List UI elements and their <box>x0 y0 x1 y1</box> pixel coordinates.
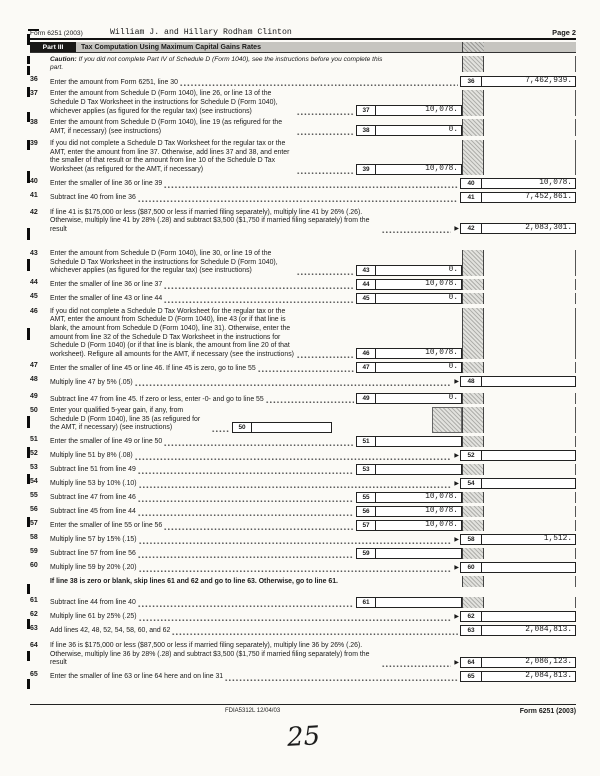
line-number: 52 <box>30 449 38 457</box>
blank-cell <box>484 506 576 517</box>
form-line-59 <box>30 548 576 559</box>
blank-cell <box>484 597 576 608</box>
entry-amount <box>376 464 462 475</box>
line-number: 50 <box>30 407 38 415</box>
footer-form-id: Form 6251 (2003) <box>519 708 576 715</box>
entry-amount <box>482 376 576 387</box>
caution-note <box>30 56 576 72</box>
line-number: 45 <box>30 292 38 300</box>
line-number: 38 <box>30 119 38 127</box>
entry-box-number: 63 <box>460 625 482 636</box>
line-number: 51 <box>30 435 38 443</box>
entry-box-number: 64 <box>460 657 482 668</box>
right-column-filler <box>462 393 576 404</box>
dotted-leader <box>297 129 354 136</box>
caution-text: Caution: If you did not complete Part IV of Schedule D (Form 1040), see the instructions before you complete this part. <box>50 56 383 72</box>
arrow-icon: ▶ <box>454 564 459 571</box>
right-column-filler <box>462 576 576 587</box>
taxpayer-name: William J. and Hillary Rodham Clinton <box>110 28 292 37</box>
shaded-cell <box>462 548 484 559</box>
entry-amount: 2,083,301. <box>482 223 576 234</box>
shaded-cell <box>462 293 484 304</box>
line-text: Enter the smaller of line 49 or line 50 <box>50 438 163 446</box>
line-number: 47 <box>30 362 38 370</box>
blank-cell <box>484 140 576 174</box>
line-46-entry <box>356 348 462 359</box>
line-text: Multiply line 59 by 20% (.20) <box>50 564 137 572</box>
line-65-entry <box>460 671 576 682</box>
entry-box-number: 51 <box>356 436 376 447</box>
shaded-cell <box>462 492 484 503</box>
line-text: Enter the smaller of line 36 or line 39 <box>50 179 163 187</box>
dotted-leader <box>139 615 452 622</box>
line-text: Multiply line 61 by 25% (.25) <box>50 613 137 621</box>
line-number: 46 <box>30 307 38 315</box>
line-59-entry <box>356 548 462 559</box>
entry-box-number: 65 <box>460 671 482 682</box>
entry-box-number: 57 <box>356 520 376 531</box>
form-line-54 <box>30 478 576 489</box>
blank-cell <box>484 436 576 447</box>
line-45-entry <box>356 293 462 304</box>
dotted-leader <box>297 269 354 276</box>
entry-amount: 7,452,861. <box>482 192 576 203</box>
form-line-46 <box>30 308 576 359</box>
line-60-entry <box>460 562 576 573</box>
form-line-49 <box>30 393 576 404</box>
form-line-61 <box>30 597 576 608</box>
line-number: 61 <box>30 596 38 604</box>
dotted-leader <box>164 182 458 189</box>
line-64-entry <box>460 657 576 668</box>
form-line-39 <box>30 140 576 174</box>
entry-amount: 0. <box>376 393 462 404</box>
entry-box-number: 62 <box>460 611 482 622</box>
dotted-leader <box>139 482 452 489</box>
shaded-cell <box>462 56 484 72</box>
form-line-65 <box>30 671 576 682</box>
form-line-40 <box>30 178 576 189</box>
line-number: 54 <box>30 477 38 485</box>
entry-amount: 0. <box>376 125 462 136</box>
line-text: If line 36 is $175,000 or less ($87,500 or less if married filing separately), multiply line 36 by 26% (.26). Otherwise, multiply line 36 by 28% (.28) and subtract $3,500 ($1,750 if married filing separately) from the result <box>50 641 370 667</box>
entry-box-number: 42 <box>460 223 482 234</box>
line-text: Enter the amount from Form 6251, line 30 <box>50 78 178 86</box>
line-number: 64 <box>30 641 38 649</box>
dotted-leader <box>258 366 354 373</box>
blank-cell <box>484 279 576 290</box>
form-line-50 <box>30 407 576 433</box>
entry-amount: 10,078. <box>376 492 462 503</box>
line-number: 41 <box>30 191 38 199</box>
entry-amount <box>482 562 576 573</box>
dotted-leader <box>164 297 354 304</box>
line-text: If line 41 is $175,000 or less ($87,500 or less if married filing separately), multiply line 41 by 26% (.26). Otherwise, multiply line 41 by 28% (.28) and subtract $3,500 ($1,750 if married filing separately) from the result <box>50 208 370 233</box>
shaded-cell <box>462 42 484 52</box>
dotted-leader <box>297 168 354 175</box>
entry-box-number: 60 <box>460 562 482 573</box>
printer-code: FDIA5312L 12/04/03 <box>225 708 281 714</box>
dotted-leader <box>138 196 458 203</box>
line-text: Enter the amount from Schedule D (Form 1040), line 26, or line 13 of the Schedule D Tax Worksheet in the instructions for Schedule D (Form 1040), whichever applies (as figured for the regular tax) (see instructions) <box>50 90 278 115</box>
entry-box-number: 55 <box>356 492 376 503</box>
right-column-filler <box>462 308 576 359</box>
right-column-filler <box>462 140 576 174</box>
arrow-icon: ▶ <box>454 659 459 666</box>
form-line-55 <box>30 492 576 503</box>
form-line-58 <box>30 534 576 545</box>
entry-box-number: 39 <box>356 164 376 175</box>
dotted-leader <box>164 283 354 290</box>
line-44-entry <box>356 279 462 290</box>
arrow-icon: ▶ <box>454 480 459 487</box>
line-36-entry <box>460 76 576 87</box>
line-text: Subtract line 45 from line 44 <box>50 508 136 516</box>
entry-amount <box>482 450 576 461</box>
form-line-57 <box>30 520 576 531</box>
dotted-leader <box>139 538 452 545</box>
line-number: 42 <box>30 208 38 216</box>
blank-cell <box>484 548 576 559</box>
dotted-leader <box>382 227 451 234</box>
blank-cell <box>484 576 576 587</box>
line-38-entry <box>356 125 462 136</box>
entry-box-number: 43 <box>356 265 376 276</box>
entry-box-number: 49 <box>356 393 376 404</box>
form-line-44 <box>30 279 576 290</box>
right-column-filler <box>462 548 576 559</box>
line-49-entry <box>356 393 462 404</box>
right-column-filler <box>462 436 576 447</box>
entry-box-number: 38 <box>356 125 376 136</box>
line-text: If you did not complete a Schedule D Tax Worksheet for the regular tax or the AMT, enter the amount from Schedule D (Form 1040), line 43 (or if that line is blank, the amount from Schedule D (Form 1040), line 31). Otherwise, enter the amount from line 32 of the Schedule D Tax Worksheet in the instructions for Schedule D (Form 1040) (or if that line is blank, the amount from line 20 of that worksheet). Refigure all amounts for the AMT, if necessary (see the instructions) <box>50 307 294 358</box>
line-number: 63 <box>30 624 38 632</box>
line-number: 43 <box>30 250 38 258</box>
form-line-37 <box>30 90 576 116</box>
entry-amount: 7,462,939. <box>482 76 576 87</box>
line-text: Enter the amount from Schedule D (Form 1040), line 19 (as refigured for the AMT, if necessary) (see instructions) <box>50 119 283 135</box>
form-line-43 <box>30 250 576 276</box>
right-column-filler <box>462 119 576 136</box>
line-text: Enter the smaller of line 36 or line 37 <box>50 281 163 289</box>
entry-amount: 10,078. <box>376 520 462 531</box>
line-51-entry <box>356 436 462 447</box>
right-column-filler <box>462 464 576 475</box>
blank-cell <box>484 393 576 404</box>
dotted-leader <box>138 510 354 517</box>
line-number: 56 <box>30 505 38 513</box>
line-number: 48 <box>30 376 38 384</box>
dotted-leader <box>139 566 452 573</box>
shaded-cell <box>462 407 484 433</box>
dotted-leader <box>135 380 452 387</box>
blank-cell <box>484 90 576 116</box>
dotted-leader <box>138 552 354 559</box>
entry-amount <box>376 436 462 447</box>
shaded-cell <box>462 597 484 608</box>
line-54-entry <box>460 478 576 489</box>
form-line-62 <box>30 611 576 622</box>
entry-amount: 10,078. <box>482 178 576 189</box>
line-text: Subtract line 40 from line 36 <box>50 193 136 201</box>
entry-box-number: 47 <box>356 362 376 373</box>
line-text: Subtract line 47 from line 46 <box>50 494 136 502</box>
line-37-entry <box>356 105 462 116</box>
entry-amount <box>252 422 332 433</box>
entry-box-number: 61 <box>356 597 376 608</box>
line-number: 53 <box>30 463 38 471</box>
dotted-leader <box>172 629 458 636</box>
right-column-filler <box>462 520 576 531</box>
line-62-entry <box>460 611 576 622</box>
line-52-entry <box>460 450 576 461</box>
line-text: If you did not complete a Schedule D Tax Worksheet for the regular tax or the AMT, enter the amount from line 37. Otherwise, add lines 37 and 38, and enter the smaller of that result or the amount from line 10 of the Schedule D Tax Worksheet (as refigured for the AMT, if necessary) <box>50 140 290 173</box>
entry-amount: 0. <box>376 362 462 373</box>
page-number: Page 2 <box>552 28 576 37</box>
arrow-icon: ▶ <box>454 379 459 386</box>
line-47-entry <box>356 362 462 373</box>
header-bar-end <box>484 42 576 52</box>
line-number: 62 <box>30 610 38 618</box>
arrow-icon: ▶ <box>454 613 459 620</box>
shaded-cell <box>462 250 484 276</box>
line-number: 59 <box>30 547 38 555</box>
right-column-filler <box>462 492 576 503</box>
line-40-entry <box>460 178 576 189</box>
shaded-cell <box>462 393 484 404</box>
entry-amount: 10,078. <box>376 279 462 290</box>
line-number: 37 <box>30 90 38 98</box>
line-text: Multiply line 57 by 15% (.15) <box>50 536 137 544</box>
line-57-entry <box>356 520 462 531</box>
dotted-leader <box>297 109 354 116</box>
shaded-area <box>432 407 462 433</box>
shaded-cell <box>462 520 484 531</box>
line-text: Subtract line 51 from line 49 <box>50 466 136 474</box>
shaded-cell <box>462 362 484 373</box>
blank-cell <box>484 492 576 503</box>
line-56-entry <box>356 506 462 517</box>
form-line-45 <box>30 293 576 304</box>
part-iii-header <box>30 42 576 53</box>
line-53-entry <box>356 464 462 475</box>
entry-box-number: 53 <box>356 464 376 475</box>
entry-amount: 10,078. <box>376 164 462 175</box>
blank-cell <box>484 250 576 276</box>
line-text: Add lines 42, 48, 52, 54, 58, 60, and 62 <box>50 627 171 635</box>
right-column-filler <box>462 56 576 72</box>
entry-amount: 0. <box>376 265 462 276</box>
form-line-48 <box>30 376 576 387</box>
dotted-leader <box>297 352 354 359</box>
arrow-icon: ▶ <box>454 226 459 233</box>
entry-amount <box>376 597 462 608</box>
line-number: 57 <box>30 519 38 527</box>
line-41-entry <box>460 192 576 203</box>
line-number: 55 <box>30 491 38 499</box>
right-column-filler <box>462 279 576 290</box>
form-line-56 <box>30 506 576 517</box>
entry-box-number: 59 <box>356 548 376 559</box>
line-text: Multiply line 53 by 10% (.10) <box>50 480 137 488</box>
line-text: Enter the smaller of line 45 or line 46. If line 45 is zero, go to line 55 <box>50 364 256 372</box>
line-43-entry <box>356 265 462 276</box>
shaded-cell <box>462 506 484 517</box>
right-column-filler <box>462 250 576 276</box>
right-column-filler <box>462 90 576 116</box>
entry-amount <box>482 611 576 622</box>
line-number: 58 <box>30 533 38 541</box>
part-label: Part III <box>30 42 76 52</box>
blank-cell <box>484 119 576 136</box>
shaded-cell <box>462 140 484 174</box>
entry-amount <box>482 478 576 489</box>
entry-box-number: 40 <box>460 178 482 189</box>
blank-cell <box>484 520 576 531</box>
form-line-53 <box>30 464 576 475</box>
line-number: 65 <box>30 670 38 678</box>
dotted-leader <box>266 397 354 404</box>
dotted-leader <box>135 454 452 461</box>
shaded-cell <box>462 576 484 587</box>
line-63-entry <box>460 625 576 636</box>
right-column-filler <box>462 362 576 373</box>
part-title: Tax Computation Using Maximum Capital Gains Rates <box>76 42 462 52</box>
entry-amount: 2,086,123. <box>482 657 576 668</box>
shaded-cell <box>462 436 484 447</box>
shaded-cell <box>462 119 484 136</box>
form-footer <box>30 704 576 715</box>
dotted-leader <box>180 80 458 87</box>
dotted-leader <box>138 468 354 475</box>
line-text: Enter the smaller of line 55 or line 56 <box>50 522 163 530</box>
form-header <box>30 28 576 40</box>
line-text: Multiply line 51 by 8% (.08) <box>50 452 133 460</box>
entry-amount <box>376 548 462 559</box>
entry-box-number: 56 <box>356 506 376 517</box>
blank-cell <box>484 308 576 359</box>
shaded-cell <box>462 308 484 359</box>
line-number: 60 <box>30 561 38 569</box>
line-text: Subtract line 47 from line 45. If zero or less, enter -0- and go to line 55 <box>50 395 264 403</box>
entry-box-number: 48 <box>460 376 482 387</box>
entry-amount: 1,512. <box>482 534 576 545</box>
entry-amount: 10,078. <box>376 348 462 359</box>
dotted-leader <box>382 661 451 668</box>
entry-amount: 10,078. <box>376 506 462 517</box>
line-number: 39 <box>30 140 38 148</box>
entry-box-number: 44 <box>356 279 376 290</box>
right-column-filler <box>462 407 576 433</box>
entry-box-number: 41 <box>460 192 482 203</box>
form-line-64 <box>30 642 576 668</box>
line-55-entry <box>356 492 462 503</box>
entry-box-number: 36 <box>460 76 482 87</box>
form-line-42 <box>30 209 576 235</box>
form-line-38 <box>30 119 576 136</box>
line-text: Subtract line 44 from line 40 <box>50 599 136 607</box>
skip-instruction-note <box>30 576 576 587</box>
line-61-entry <box>356 597 462 608</box>
line-text: Subtract line 57 from line 56 <box>50 550 136 558</box>
form-line-63 <box>30 625 576 636</box>
line-42-entry <box>460 223 576 234</box>
entry-box-number: 45 <box>356 293 376 304</box>
line-50-entry <box>232 422 332 433</box>
entry-amount: 10,078. <box>376 105 462 116</box>
line-number: 44 <box>30 278 38 286</box>
blank-cell <box>484 362 576 373</box>
line-58-entry <box>460 534 576 545</box>
entry-box-number: 37 <box>356 105 376 116</box>
line-text: Enter the amount from Schedule D (Form 1040), line 30, or line 19 of the Schedule D Tax Worksheet in the instructions for Schedule D (Form 1040), whichever applies (as figured for the regular tax) (see instructions) <box>50 250 278 275</box>
form-line-41 <box>30 192 576 203</box>
blank-cell <box>484 293 576 304</box>
entry-box-number: 46 <box>356 348 376 359</box>
line-number: 36 <box>30 76 38 84</box>
right-column-filler <box>462 597 576 608</box>
arrow-icon: ▶ <box>454 536 459 543</box>
line-48-entry <box>460 376 576 387</box>
line-text: Enter the smaller of line 43 or line 44 <box>50 295 163 303</box>
entry-box-number: 54 <box>460 478 482 489</box>
entry-amount: 2,084,813. <box>482 625 576 636</box>
line-number: 40 <box>30 177 38 185</box>
form-line-60 <box>30 562 576 573</box>
form-id: Form 6251 (2003) <box>30 30 83 37</box>
blank-cell <box>484 464 576 475</box>
handwritten-page-number: 25 <box>286 721 321 753</box>
arrow-icon: ▶ <box>454 452 459 459</box>
dotted-leader <box>225 675 458 682</box>
entry-box-number: 58 <box>460 534 482 545</box>
line-number: 49 <box>30 393 38 401</box>
dotted-leader <box>164 440 354 447</box>
line-39-entry <box>356 164 462 175</box>
dotted-leader <box>212 426 230 433</box>
entry-box-number: 50 <box>232 422 252 433</box>
entry-amount: 0. <box>376 293 462 304</box>
blank-cell <box>484 407 576 433</box>
right-column-filler <box>462 506 576 517</box>
shaded-cell <box>462 464 484 475</box>
entry-box-number: 52 <box>460 450 482 461</box>
note-text: If line 38 is zero or blank, skip lines 61 and 62 and go to line 63. Otherwise, go to line 61. <box>50 578 338 586</box>
right-column-filler <box>462 293 576 304</box>
form-line-47 <box>30 362 576 373</box>
dotted-leader <box>164 524 354 531</box>
shaded-cell <box>462 90 484 116</box>
line-text: Multiply line 47 by 5% (.05) <box>50 378 133 386</box>
blank-cell <box>484 56 576 72</box>
line-text: Enter your qualified 5-year gain, if any, from Schedule D (Form 1040), line 35 (as refigured for the AMT, if necessary) (see instructions) <box>50 407 201 432</box>
entry-amount: 2,084,813. <box>482 671 576 682</box>
dotted-leader <box>138 601 354 608</box>
dotted-leader <box>138 496 354 503</box>
shaded-cell <box>462 279 484 290</box>
form-line-51 <box>30 436 576 447</box>
line-text: Enter the smaller of line 63 or line 64 here and on line 31 <box>50 673 224 681</box>
form-line-36 <box>30 76 576 87</box>
form-line-52 <box>30 450 576 461</box>
